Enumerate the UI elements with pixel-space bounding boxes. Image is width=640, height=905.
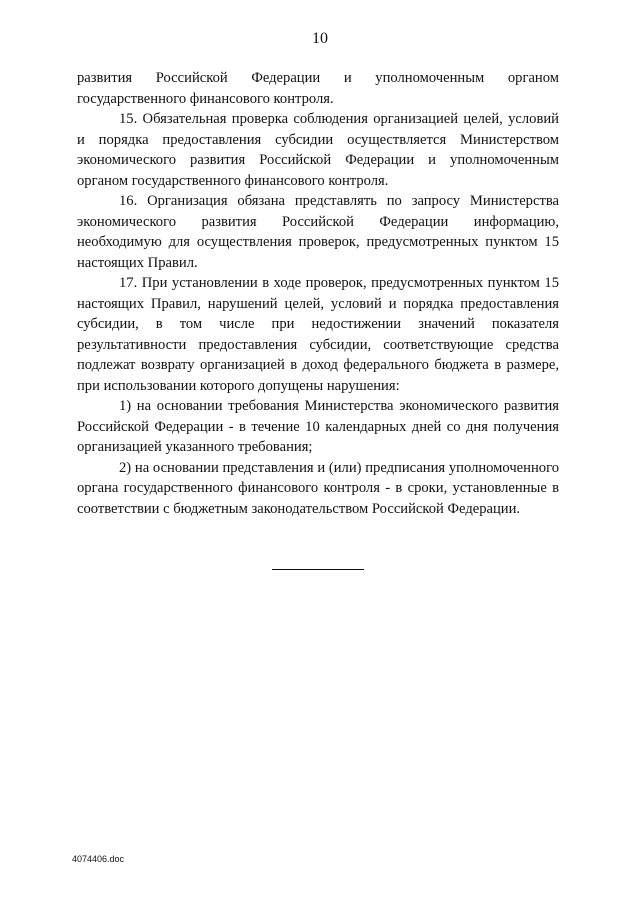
file-name-footer: 4074406.doc xyxy=(72,854,125,864)
page-number: 10 xyxy=(312,30,328,47)
paragraph-17-item-2: 2) на основании представления и (или) предписания уполномоченного органа государственного финансового контроля - в сроки, установленные в соответствии с бюджетным законодательством Российской Федерации. xyxy=(77,459,559,517)
paragraph-17-item-1: 1) на основании требования Министерства экономического развития Российской Федерации - в течение 10 календарных дней со дня получения организацией указанного требования; xyxy=(77,398,559,455)
paragraph-17: 17. При установлении в ходе проверок, предусмотренных пунктом 15 настоящих Правил, нарушений целей, условий и порядка предоставления субсидии, в том числе при недостижении значений показателя результативности предоставления субсидии, соответствующие средства подлежат возврату организацией в доход федерального бюджета в размере, при использовании которого допущены нарушения: xyxy=(77,275,559,394)
paragraph-16: 16. Организация обязана представлять по запросу Министерства экономического развития Российской Федерации информацию, необходимую для осуществления проверок, предусмотренных пунктом 15 настоящих Правил. xyxy=(77,193,559,271)
document-body xyxy=(77,68,559,519)
paragraph-15: 15. Обязательная проверка соблюдения организацией целей, условий и порядка предоставления субсидии осуществляется Министерством экономического развития Российской Федерации и уполномоченным органом государственного финансового контроля. xyxy=(77,111,559,189)
end-of-document-rule xyxy=(272,569,364,570)
paragraph-continuation: развития Российской Федерации и уполномоченным органом государственного финансового контроля. xyxy=(77,70,559,107)
